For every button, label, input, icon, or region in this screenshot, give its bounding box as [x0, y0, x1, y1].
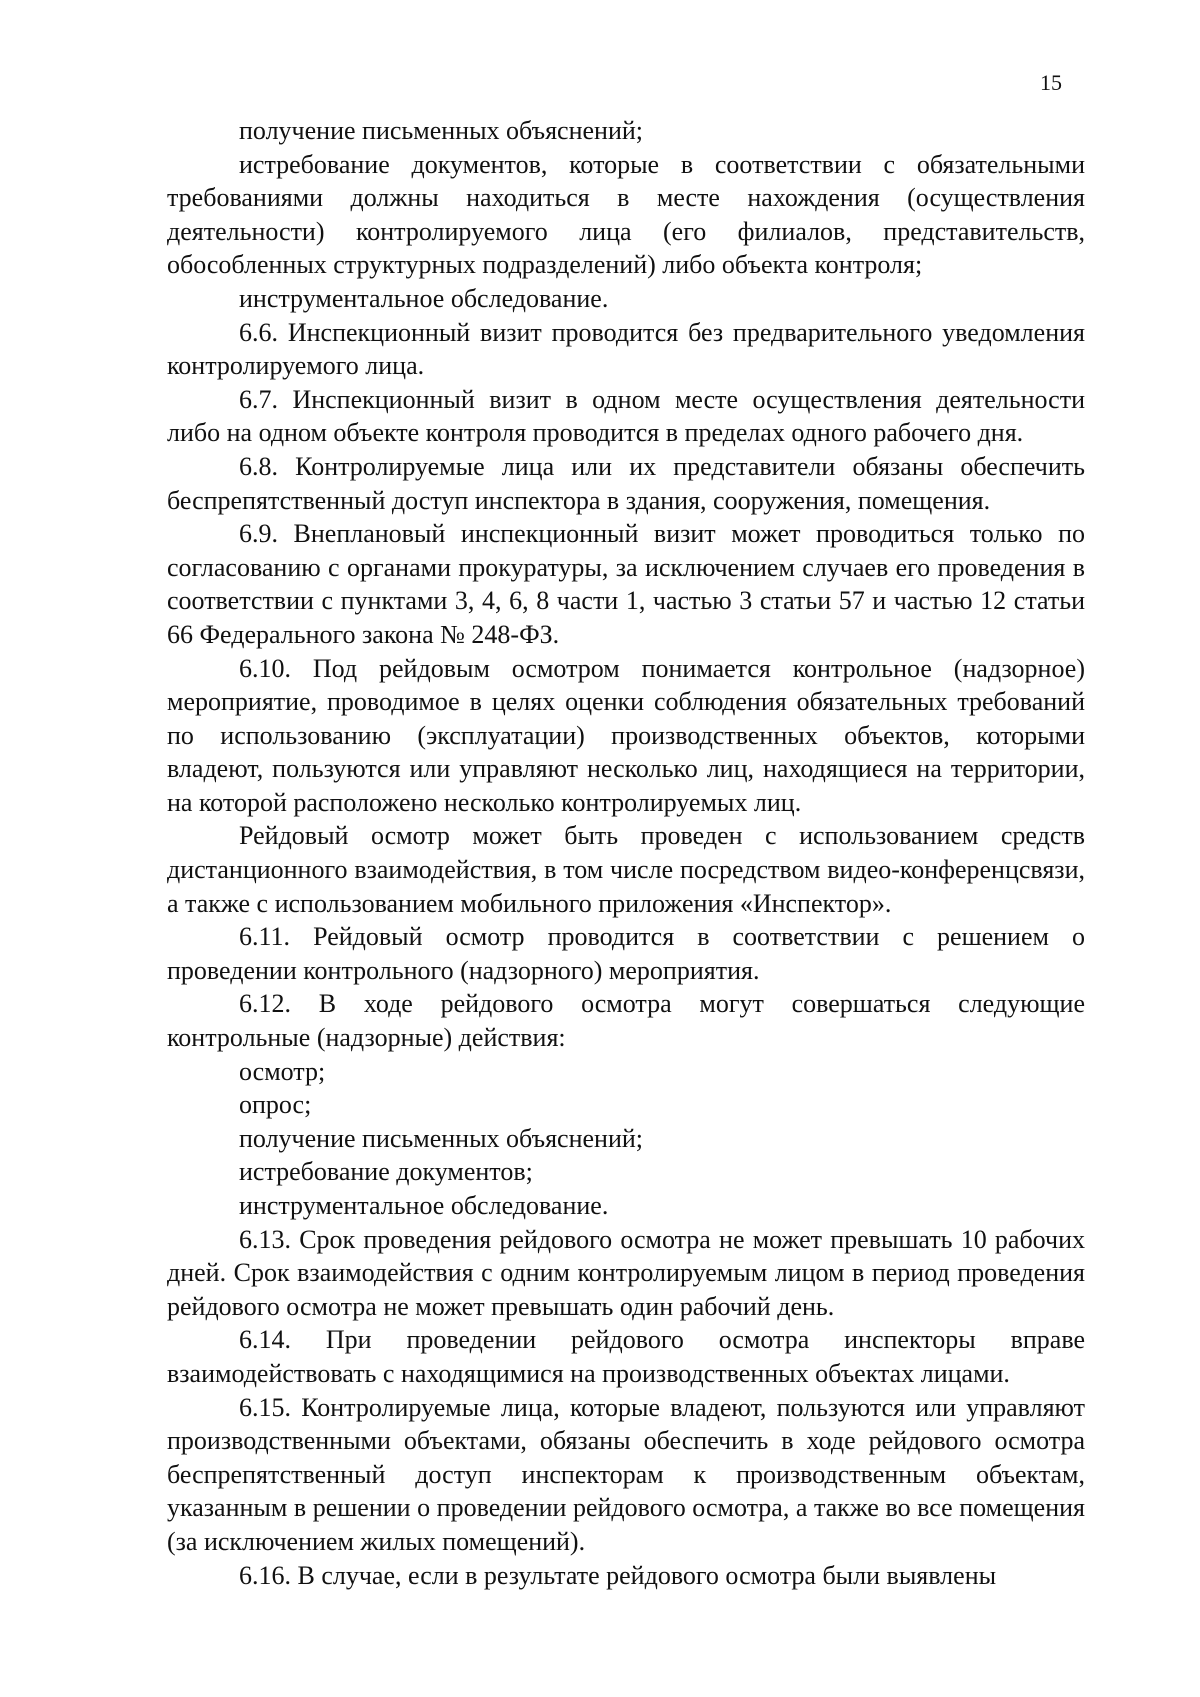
list-item: опрос;	[239, 1090, 312, 1120]
paragraph: 6.7. Инспекционный визит в одном месте осуществления деятельности либо на одном объекте контроля проводится в пределах одного рабочего дня.	[167, 384, 1085, 448]
paragraph: 6.11. Рейдовый осмотр проводится в соответствии с решением о проведении контрольного (надзорного) мероприятия.	[167, 922, 1085, 985]
list-item: осмотр;	[239, 1056, 326, 1086]
paragraph: 6.8. Контролируемые лица или их представители обязаны обеспечить беспрепятственный доступ инспектора в здания, сооружения, помещения.	[167, 451, 1085, 515]
paragraph: Рейдовый осмотр может быть проведен с использованием средств дистанционного взаимодействия, в том числе посредством видео-конференцсвязи, а также с использованием мобильного приложения «Инспектор».	[167, 821, 1085, 918]
page-number: 15	[1040, 70, 1062, 95]
paragraph: 6.15. Контролируемые лица, которые владеют, пользуются или управляют производственными объектами, обязаны обеспечить в ходе рейдового осмотра беспрепятственный доступ инспекторам к производственным объектам, указанным в решении о проведении рейдового осмотра, а также во все помещения (за исключением жилых помещений).	[167, 1392, 1085, 1556]
list-item: инструментальное обследование.	[239, 283, 609, 313]
paragraph: 6.14. При проведении рейдового осмотра инспекторы вправе взаимодействовать с находящимися на производственных объектах лицами.	[167, 1325, 1085, 1388]
list-item: получение письменных объяснений;	[239, 116, 643, 145]
list-item: инструментальное обследование.	[239, 1191, 609, 1220]
paragraph: 6.6. Инспекционный визит проводится без предварительного уведомления контролируемого лица.	[167, 317, 1085, 381]
paragraph: истребование документов, которые в соответствии с обязательными требованиями должны находиться в месте нахождения (осуществления деятельности) контролируемого лица (его филиалов, представительств, обособленных структурных подразделений) либо объекта контроля;	[167, 149, 1085, 280]
list-item: получение письменных объяснений;	[239, 1123, 643, 1153]
paragraph: 6.13. Срок проведения рейдового осмотра не может превышать 10 рабочих дней. Срок взаимодействия с одним контролируемым лицом в период проведения рейдового осмотра не может превышать один рабочий день.	[167, 1224, 1085, 1321]
list-item: истребование документов;	[239, 1157, 533, 1187]
document-body	[167, 114, 1085, 1592]
paragraph: 6.9. Внеплановый инспекционный визит может проводиться только по согласованию с органами прокуратуры, за исключением случаев его проведения в соответствии с пунктами 3, 4, 6, 8 части 1, частью 3 статьи 57 и частью 12 статьи 66 Федерального закона № 248-ФЗ.	[167, 519, 1085, 649]
paragraph: 6.16. В случае, если в результате рейдового осмотра были выявлены	[239, 1560, 997, 1590]
paragraph: 6.12. В ходе рейдового осмотра могут совершаться следующие контрольные (надзорные) действия:	[167, 989, 1085, 1053]
paragraph: 6.10. Под рейдовым осмотром понимается контрольное (надзорное) мероприятие, проводимое в целях оценки соблюдения обязательных требований по использованию (эксплуатации) производственных объектов, которыми владеют, пользуются или управляют несколько лиц, находящиеся на территории, на которой расположено несколько контролируемых лиц.	[167, 653, 1085, 817]
